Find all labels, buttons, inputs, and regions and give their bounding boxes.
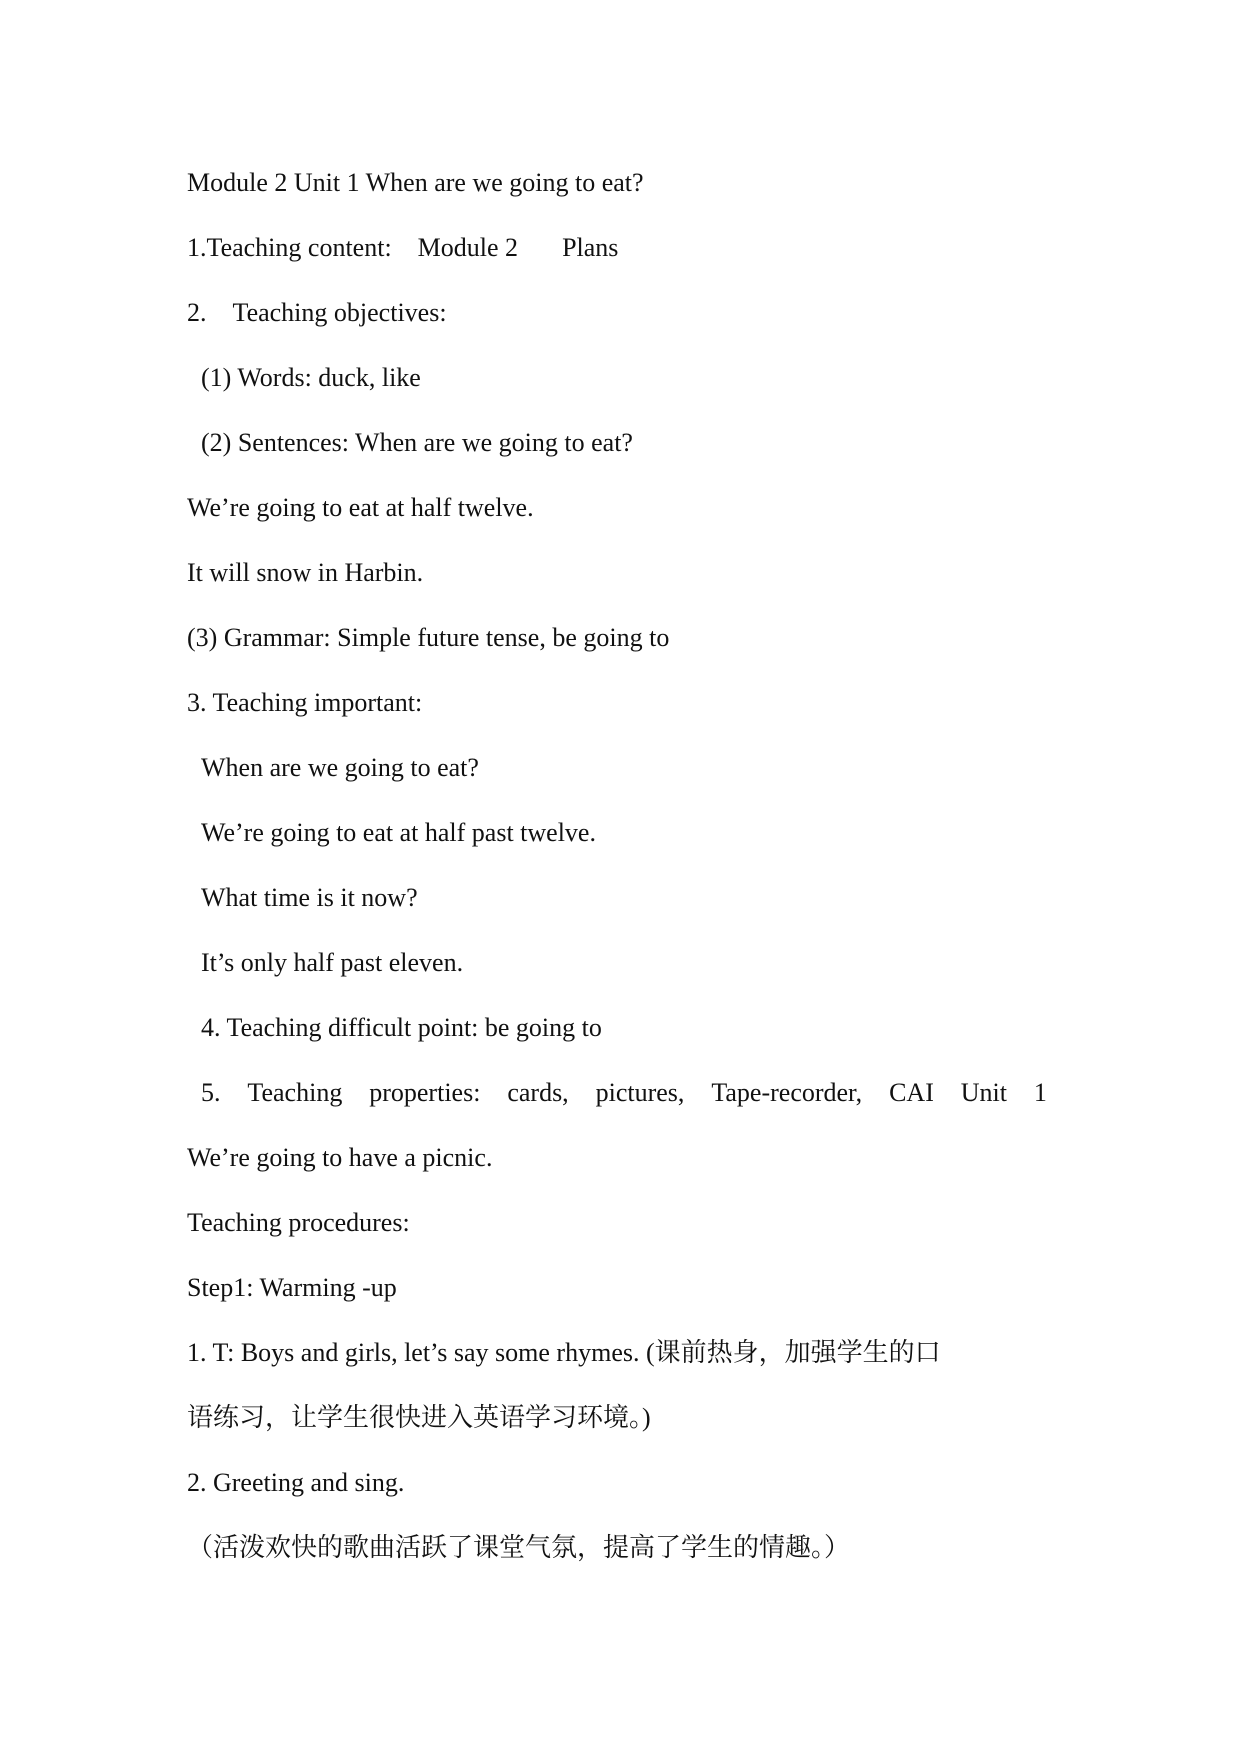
properties-word: 1	[1033, 1078, 1047, 1107]
objective-words: (1) Words: duck, like	[201, 363, 421, 392]
document-title: Module 2 Unit 1 When are we going to eat?	[187, 168, 644, 197]
properties-word: Teaching	[247, 1078, 343, 1107]
step1-heading: Step1: Warming -up	[187, 1273, 397, 1302]
sentence-example-1: We’re going to eat at half twelve.	[187, 493, 534, 522]
important-item: It’s only half past eleven.	[201, 948, 464, 977]
objectives-heading: Teaching objectives:	[232, 298, 447, 327]
rhyme-line-1: 1. T: Boys and girls, let’s say some rhymes. (课前热身，加强学生的口	[187, 1338, 941, 1367]
teaching-content-label: 1.Teaching content:	[187, 233, 392, 262]
properties-word: Tape-recorder,	[711, 1078, 863, 1107]
objectives-number: 2.	[187, 298, 207, 327]
properties-word: Unit	[960, 1078, 1007, 1107]
properties-word: CAI	[889, 1078, 934, 1107]
teaching-procedures-heading: Teaching procedures:	[187, 1208, 410, 1237]
important-item: When are we going to eat?	[201, 753, 479, 782]
teaching-content-module: Module 2	[417, 233, 519, 262]
objective-sentences: (2) Sentences: When are we going to eat?	[201, 428, 633, 457]
important-item: What time is it now?	[201, 883, 418, 912]
important-item: We’re going to eat at half past twelve.	[201, 818, 596, 847]
teaching-content-line	[187, 227, 1047, 292]
properties-word: 5.	[201, 1078, 221, 1107]
objective-grammar: (3) Grammar: Simple future tense, be going to	[187, 623, 670, 652]
song-note: （活泼欢快的歌曲活跃了课堂气氛，提高了学生的情趣。）	[187, 1533, 851, 1562]
teaching-important-heading: 3. Teaching important:	[187, 688, 423, 717]
properties-word: cards,	[507, 1078, 569, 1107]
properties-word: pictures,	[595, 1078, 685, 1107]
teaching-difficult-point: 4. Teaching difficult point: be going to	[201, 1013, 602, 1042]
teaching-properties-line	[187, 1072, 1047, 1137]
document-body	[187, 162, 1047, 1592]
teaching-objectives-line	[187, 292, 1047, 357]
properties-word: properties:	[369, 1078, 481, 1107]
greeting-line: 2. Greeting and sing.	[187, 1468, 405, 1497]
sentence-example-2: It will snow in Harbin.	[187, 558, 424, 587]
teaching-properties-continued: We’re going to have a picnic.	[187, 1143, 493, 1172]
teaching-content-topic: Plans	[562, 233, 619, 262]
rhyme-line-2: 语练习，让学生很快进入英语学习环境。)	[187, 1403, 651, 1432]
